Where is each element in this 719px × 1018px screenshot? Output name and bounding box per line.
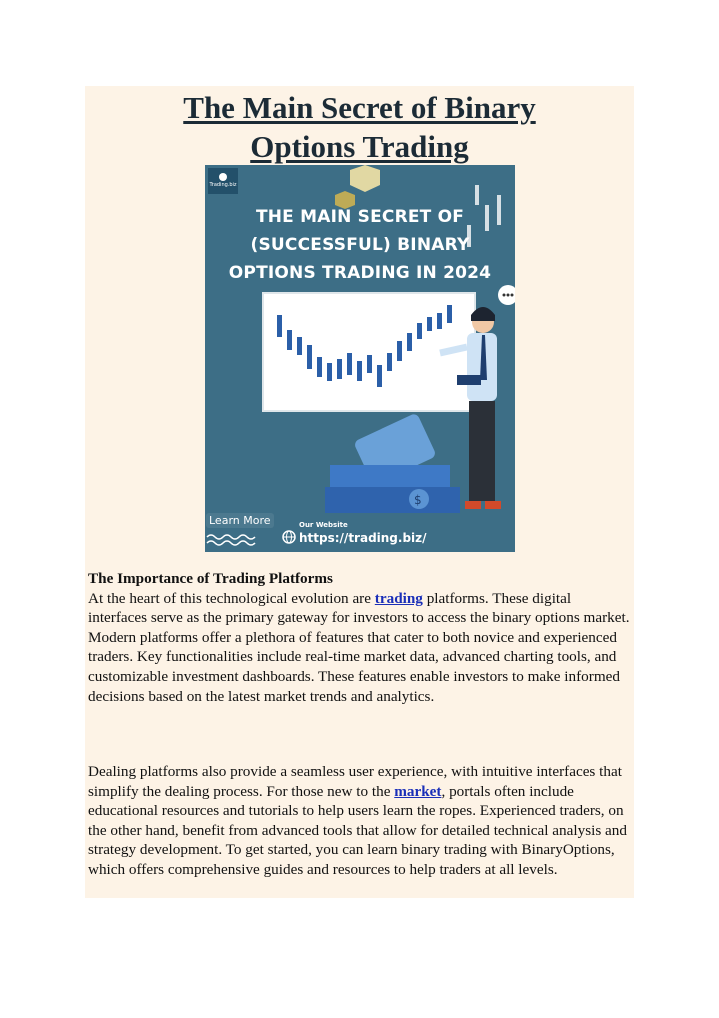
hero-heading-line-2: (SUCCESSFUL) BINARY [250, 235, 470, 255]
section-dealing [88, 762, 633, 880]
paragraph-text: At the heart of this technological evolution are [88, 589, 375, 607]
paragraph-text: , portals often include educational resources and tutorials to help users learn the ropes. Experienced traders, on the other hand, benefit from advanced tools that allow for detailed technical analysis and strategy development. To get started, you can learn binary trading with BinaryOptions, which offers comprehensive guides and resources to help traders at all levels. [88, 782, 627, 878]
svg-text:$: $ [414, 493, 422, 507]
website-label: Our Website [299, 521, 348, 529]
market-link[interactable]: market [394, 782, 442, 800]
section-importance [88, 569, 633, 706]
hero-image[interactable] [205, 165, 515, 552]
trading-link[interactable]: trading [374, 589, 423, 607]
hexagon-shape [350, 165, 380, 192]
hero-heading-line-3: OPTIONS TRADING IN 2024 [228, 263, 492, 283]
page-title [85, 88, 634, 166]
learn-more-button[interactable]: Learn More [206, 513, 274, 528]
logo-text: Trading.biz [209, 182, 237, 188]
website-url[interactable]: https://trading.biz/ [299, 531, 427, 545]
logo-mark [219, 173, 227, 181]
section-paragraph [88, 762, 633, 880]
paragraph-text: platforms. These digital interfaces serve as the primary gateway for investors to access the binary options market. Modern platforms offer a plethora of features that cater to both novice and experienced traders. Key functionalities include real-time market data, advanced charting tools, and customizable investment dashboards. These features enable investors to make informed decisions based on the latest market trends and analytics. [88, 589, 630, 705]
paragraph-text: Dealing platforms also provide a seamless user experience, with intuitive interfaces that simplify the dealing process. For those new to the [88, 763, 622, 800]
section-heading: The Importance of Trading Platforms [88, 570, 333, 587]
hero-heading-line-1: THE MAIN SECRET OF [255, 207, 465, 227]
title-line-1: The Main Secret of Binary [183, 90, 536, 125]
section-paragraph [88, 589, 633, 707]
hero-heading [205, 203, 515, 287]
wave-decoration [207, 535, 255, 539]
title-line-2: Options Trading [250, 129, 469, 164]
money-stack [325, 412, 460, 513]
